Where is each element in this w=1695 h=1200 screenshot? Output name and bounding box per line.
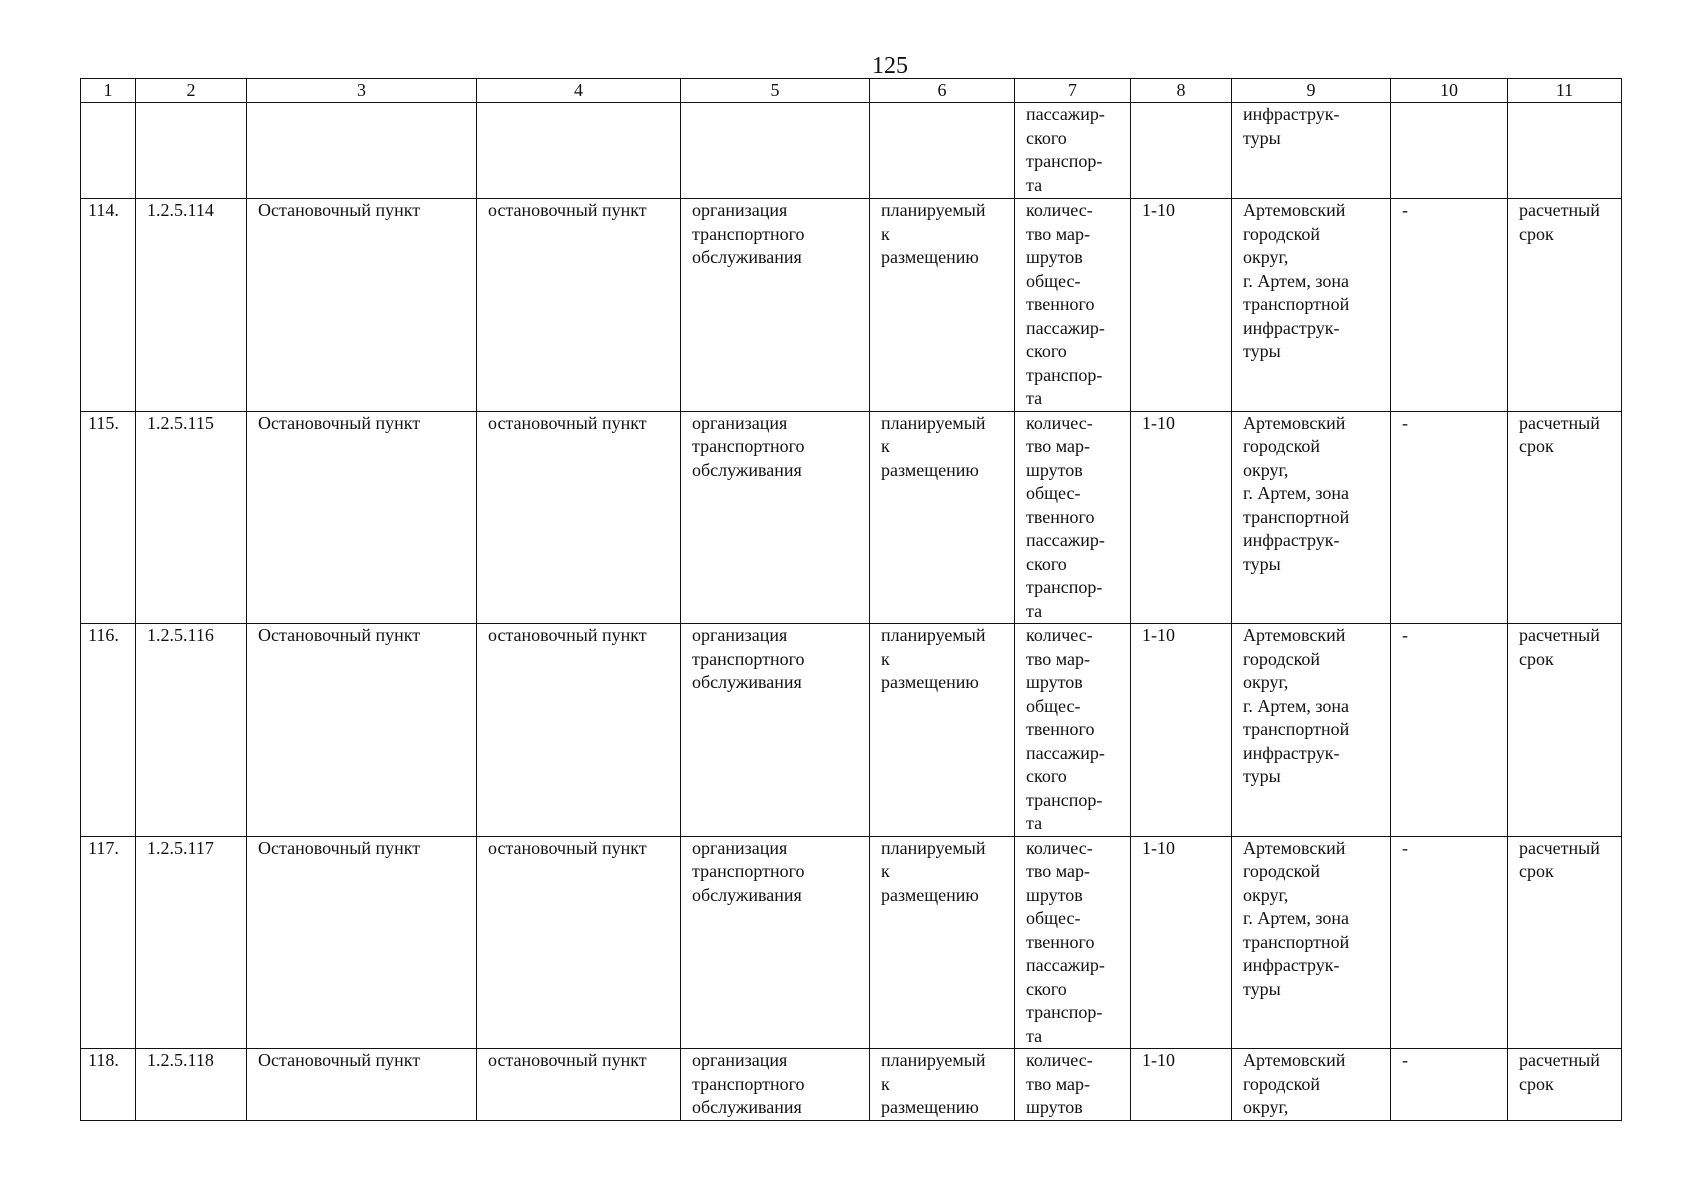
cell-zone: - xyxy=(1391,624,1508,837)
cell-object-type: остановочный пункт xyxy=(477,836,681,1049)
cell-object-type: остановочный пункт xyxy=(477,1049,681,1121)
cell-location: Артемовский городской округ, г. Артем, зона транспортной инфраструк- туры xyxy=(1232,836,1391,1049)
cell-number: 114. xyxy=(81,199,136,412)
cell-status: планируемый к размещению xyxy=(870,836,1015,1049)
table-row xyxy=(81,624,1622,837)
cell-purpose: организация транспортного обслуживания xyxy=(681,836,870,1049)
cell-term: расчетный срок xyxy=(1508,199,1622,412)
cell-status: планируемый к размещению xyxy=(870,624,1015,837)
cell-purpose: организация транспортного обслуживания xyxy=(681,624,870,837)
cell-code: 1.2.5.114 xyxy=(136,199,247,412)
column-header: 11 xyxy=(1508,79,1622,103)
column-header: 5 xyxy=(681,79,870,103)
cell-object-name: Остановочный пункт xyxy=(247,1049,477,1121)
table-row-continuation xyxy=(81,103,1622,199)
cell-value xyxy=(1131,103,1232,199)
cell-term: расчетный срок xyxy=(1508,836,1622,1049)
cell-term xyxy=(1508,103,1622,199)
cell-object-type: остановочный пункт xyxy=(477,199,681,412)
cell-characteristic: количес- тво мар- шрутов общес- твенного пассажир- ского транспор- та xyxy=(1015,836,1131,1049)
cell-purpose: организация транспортного обслуживания xyxy=(681,411,870,624)
cell-location: Артемовский городской округ, xyxy=(1232,1049,1391,1121)
cell-characteristic: количес- тво мар- шрутов общес- твенного пассажир- ского транспор- та xyxy=(1015,411,1131,624)
column-header: 8 xyxy=(1131,79,1232,103)
cell-value: 1-10 xyxy=(1131,411,1232,624)
cell-purpose: организация транспортного обслуживания xyxy=(681,199,870,412)
column-header: 7 xyxy=(1015,79,1131,103)
cell-status: планируемый к размещению xyxy=(870,199,1015,412)
cell-location: Артемовский городской округ, г. Артем, зона транспортной инфраструк- туры xyxy=(1232,624,1391,837)
registry-table xyxy=(80,78,1622,1121)
cell-zone: - xyxy=(1391,411,1508,624)
cell-object-type: остановочный пункт xyxy=(477,411,681,624)
cell-object-name xyxy=(247,103,477,199)
cell-characteristic: количес- тво мар- шрутов xyxy=(1015,1049,1131,1121)
cell-object-name: Остановочный пункт xyxy=(247,624,477,837)
column-header: 6 xyxy=(870,79,1015,103)
cell-term: расчетный срок xyxy=(1508,1049,1622,1121)
table-row xyxy=(81,836,1622,1049)
table-row xyxy=(81,411,1622,624)
cell-purpose: организация транспортного обслуживания xyxy=(681,1049,870,1121)
column-header: 4 xyxy=(477,79,681,103)
cell-status xyxy=(870,103,1015,199)
cell-code: 1.2.5.116 xyxy=(136,624,247,837)
cell-number: 117. xyxy=(81,836,136,1049)
cell-code: 1.2.5.115 xyxy=(136,411,247,624)
cell-zone: - xyxy=(1391,199,1508,412)
cell-term: расчетный срок xyxy=(1508,411,1622,624)
cell-characteristic: количес- тво мар- шрутов общес- твенного пассажир- ского транспор- та xyxy=(1015,624,1131,837)
cell-code xyxy=(136,103,247,199)
cell-zone: - xyxy=(1391,836,1508,1049)
column-header: 10 xyxy=(1391,79,1508,103)
table-row xyxy=(81,1049,1622,1121)
cell-number: 115. xyxy=(81,411,136,624)
cell-code: 1.2.5.117 xyxy=(136,836,247,1049)
cell-object-type: остановочный пункт xyxy=(477,624,681,837)
cell-zone xyxy=(1391,103,1508,199)
column-header: 9 xyxy=(1232,79,1391,103)
cell-characteristic: пассажир- ского транспор- та xyxy=(1015,103,1131,199)
cell-location: инфраструк- туры xyxy=(1232,103,1391,199)
cell-purpose xyxy=(681,103,870,199)
cell-object-name: Остановочный пункт xyxy=(247,836,477,1049)
column-header: 1 xyxy=(81,79,136,103)
cell-location: Артемовский городской округ, г. Артем, зона транспортной инфраструк- туры xyxy=(1232,199,1391,412)
cell-status: планируемый к размещению xyxy=(870,411,1015,624)
cell-object-name: Остановочный пункт xyxy=(247,199,477,412)
column-header: 2 xyxy=(136,79,247,103)
cell-value: 1-10 xyxy=(1131,836,1232,1049)
cell-zone: - xyxy=(1391,1049,1508,1121)
cell-value: 1-10 xyxy=(1131,199,1232,412)
table-row xyxy=(81,199,1622,412)
cell-status: планируемый к размещению xyxy=(870,1049,1015,1121)
cell-code: 1.2.5.118 xyxy=(136,1049,247,1121)
column-header: 3 xyxy=(247,79,477,103)
cell-number: 116. xyxy=(81,624,136,837)
page-number: 125 xyxy=(872,53,908,79)
cell-object-name: Остановочный пункт xyxy=(247,411,477,624)
cell-location: Артемовский городской округ, г. Артем, зона транспортной инфраструк- туры xyxy=(1232,411,1391,624)
cell-characteristic: количес- тво мар- шрутов общес- твенного пассажир- ского транспор- та xyxy=(1015,199,1131,412)
cell-value: 1-10 xyxy=(1131,624,1232,837)
cell-number: 118. xyxy=(81,1049,136,1121)
cell-term: расчетный срок xyxy=(1508,624,1622,837)
cell-object-type xyxy=(477,103,681,199)
cell-number xyxy=(81,103,136,199)
column-number-header xyxy=(81,79,1622,103)
cell-value: 1-10 xyxy=(1131,1049,1232,1121)
